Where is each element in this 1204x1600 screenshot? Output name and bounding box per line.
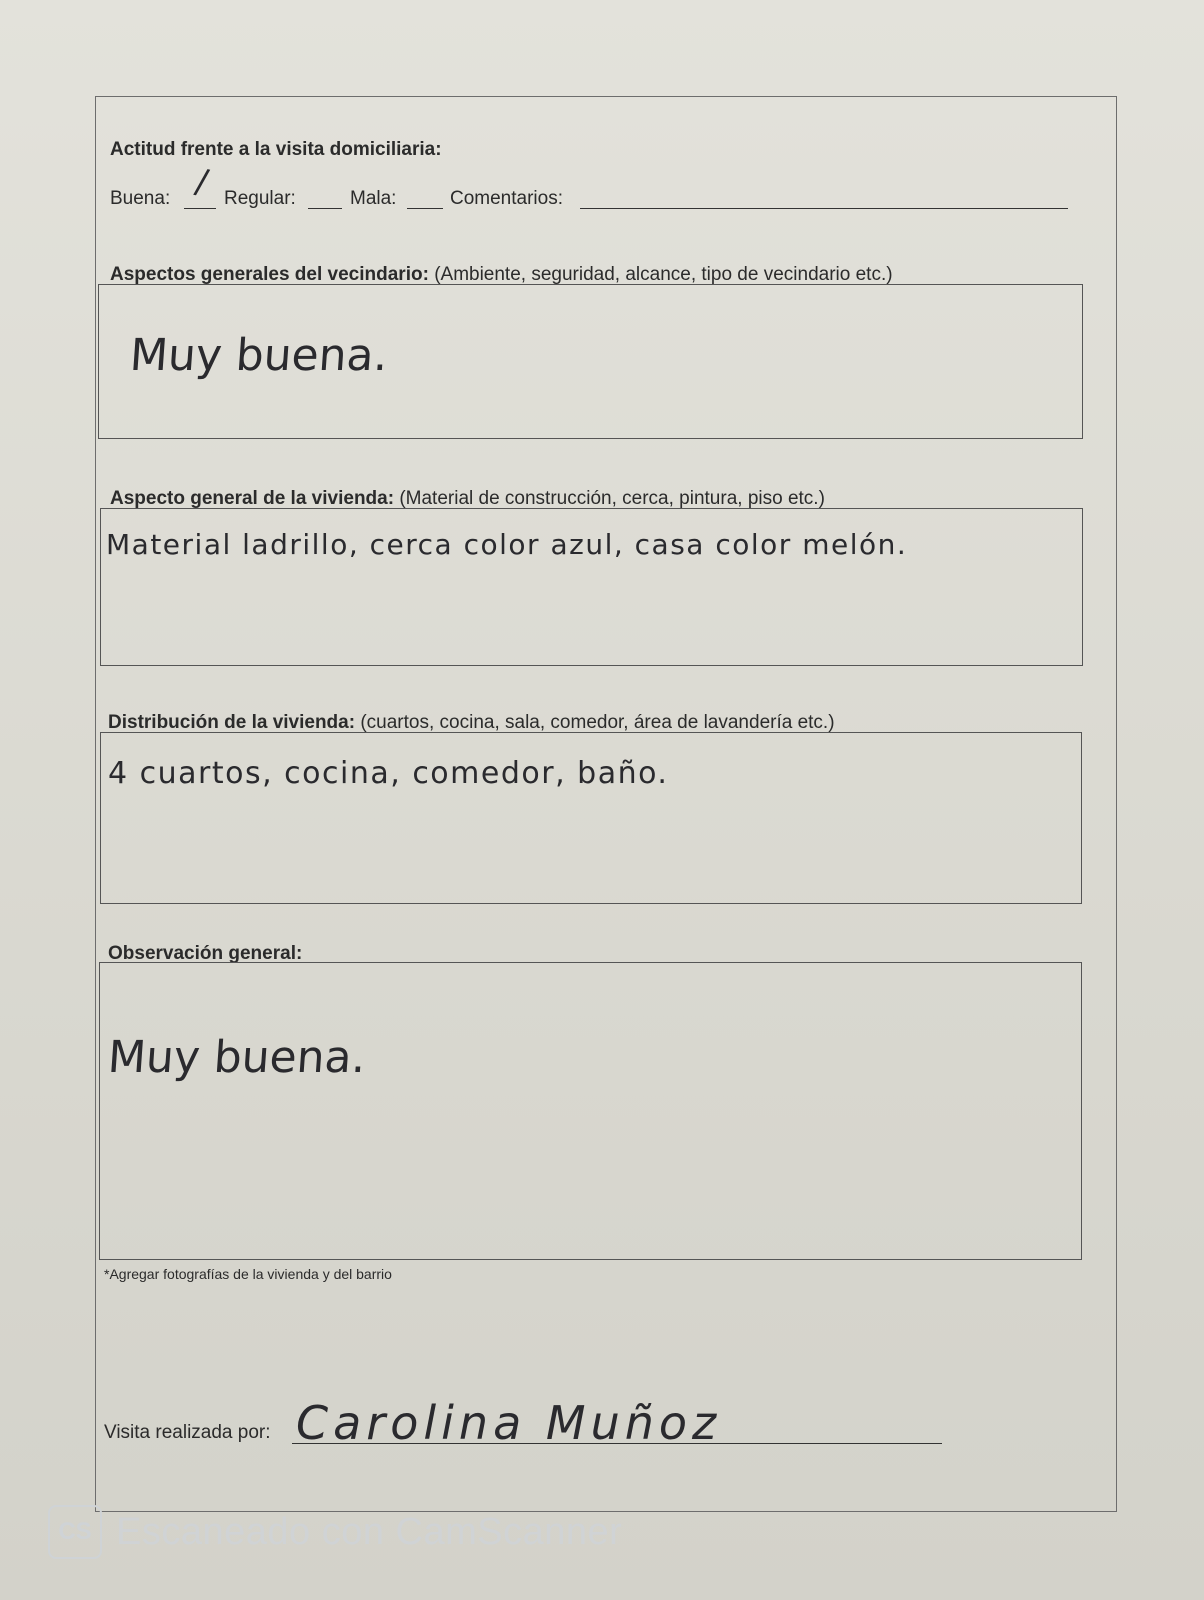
photo-note: *Agregar fotografías de la vivienda y del barrio	[104, 1266, 392, 1282]
attitude-bad-blank	[407, 190, 443, 209]
attitude-good-check-mark: /	[191, 161, 212, 203]
attitude-good-label: Buena:	[110, 188, 171, 209]
housing-answer-handwriting: Material ladrillo, cerca color azul, casa color melón.	[106, 528, 908, 561]
distribution-heading	[108, 712, 835, 734]
distribution-heading-note: (cuartos, cocina, sala, comedor, área de lavandería etc.)	[360, 712, 835, 733]
attitude-comments-label: Comentarios:	[450, 188, 563, 209]
distribution-answer-handwriting: 4 cuartos, cocina, comedor, baño.	[108, 756, 669, 791]
neighborhood-heading	[110, 264, 893, 286]
observation-answer-box	[99, 962, 1082, 1260]
attitude-bad-label: Mala:	[350, 188, 397, 209]
attitude-regular-label: Regular:	[224, 188, 296, 209]
neighborhood-heading-bold: Aspectos generales del vecindario:	[110, 264, 429, 285]
camscanner-watermark-text: Escaneado con CamScanner	[116, 1510, 623, 1553]
signature-handwriting: Carolina Muñoz	[296, 1396, 722, 1450]
attitude-comments-line	[580, 190, 1068, 209]
housing-heading-bold: Aspecto general de la vivienda:	[110, 488, 395, 509]
neighborhood-heading-note: (Ambiente, seguridad, alcance, tipo de vecindario etc.)	[434, 264, 893, 285]
observation-heading: Observación general:	[108, 943, 303, 964]
observation-answer-handwriting: Muy buena.	[106, 1032, 368, 1083]
attitude-regular-blank	[308, 190, 342, 209]
distribution-heading-bold: Distribución de la vivienda:	[108, 712, 356, 733]
neighborhood-answer-handwriting: Muy buena.	[128, 330, 390, 381]
camscanner-watermark	[48, 1504, 622, 1560]
housing-heading-note: (Material de construcción, cerca, pintura, piso etc.)	[399, 488, 825, 509]
visit-by-label: Visita realizada por:	[104, 1422, 271, 1443]
housing-heading	[110, 488, 825, 510]
attitude-heading: Actitud frente a la visita domiciliaria:	[110, 139, 442, 160]
camscanner-logo-icon: CS	[48, 1505, 102, 1559]
